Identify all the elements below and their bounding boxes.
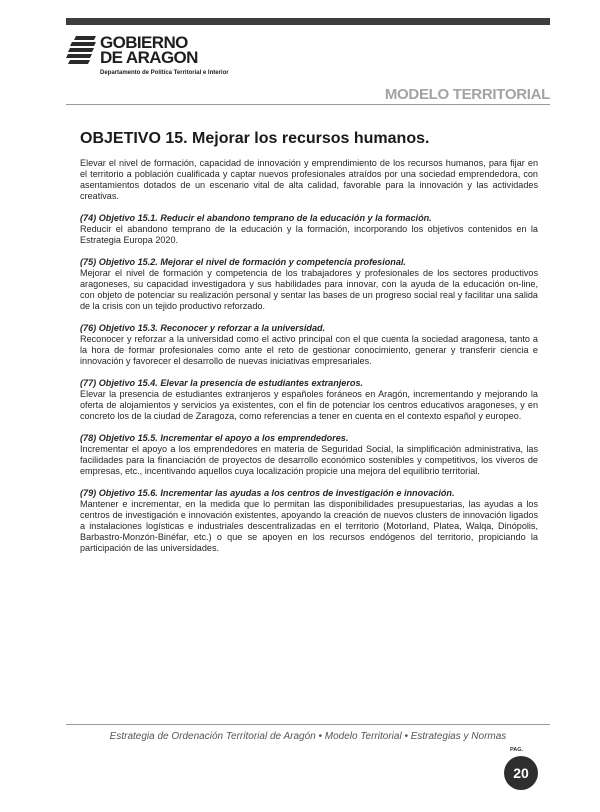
objective-heading: (78) Objetivo 15.5. Incrementar el apoyo a los emprendedores. [80,433,349,443]
intro-paragraph: Elevar el nivel de formación, capacidad de innovación y emprendimiento de los recursos humanos, para fijar en el territorio a población cualificada y captar nuevos profesionales atraídos por una sociedad emprendedora, con asentamientos dotados de un escenario vital de alta calidad, favorable para la innovación y las actividades creativas. [80,158,538,201]
gobierno-aragon-logo [66,34,256,90]
header-divider [66,104,550,105]
objective-body: Reducir el abandono temprano de la educación y la formación, incorporando los objetivos contenidos en la Estrategia Europa 2020. [80,224,538,245]
top-bar [66,18,550,25]
footer-text: Estrategia de Ordenación Territorial de Aragón • Modelo Territorial • Estrategias y Normas [109,731,507,742]
objective-item [80,488,538,554]
objective-item [80,257,538,312]
logo-text-line1: GOBIERNO [100,33,188,52]
objective-body: Incrementar el apoyo a los emprendedores en materia de Seguridad Social, la simplificación administrativa, las facilidades para la financiación de proyectos de desarrollo económico sostenibles y competitivos, los viveros de empresas, etc., incentivando aquellos cuya localización propicie una mejora del equilibrio territorial. [80,444,538,476]
footer-divider [66,724,550,725]
page-number: 20 [513,765,529,781]
logo-text-line2: DE ARAGON [100,48,198,67]
objective-body: Reconocer y reforzar a la universidad como el activo principal con el que cuenta la sociedad aragonesa, tanto a la hora de formar profesionales como ante el reto de gestionar conocimiento, generar y transferir ciencia e innovación y favorecer el desarrollo de nuevas iniciativas empresariales. [80,334,538,366]
objective-heading: (76) Objetivo 15.3. Reconocer y reforzar a la universidad. [80,323,326,333]
objective-item [80,323,538,367]
objective-body: Mejorar el nivel de formación y competencia de los trabajadores y profesionales de los sectores productivos aragoneses, su capacidad investigadora y sus habilidades para innovar, con la ayuda de la educación on-line, con objeto de potenciar su realización personal y sentar las bases de un progreso social real y facilitar una salida de la crisis con un tejido productivo reforzado. [80,268,538,311]
logo-stripes-icon [66,34,98,68]
objective-item [80,378,538,422]
section-label: MODELO TERRITORIAL [384,86,550,103]
objective-body: Mantener e incrementar, en la medida que lo permitan las disponibilidades presupuestarias, las ayudas a los centros de investigación e innovación existentes, apoyando la creación de nuevos clusters de innovación ligados a instalaciones logísticas e industriales descentralizadas en el territorio (Motorland, Platea, Walqa, Dinópolis, Barbastro-Monzón-Binéfar, etc.) o que se apoyen en los recursos endógenos del territorio, propiciando la participación de las universidades. [80,499,538,553]
objective-heading: (74) Objetivo 15.1. Reducir el abandono temprano de la educación y la formación. [80,213,432,223]
page-title: OBJETIVO 15. Mejorar los recursos humanos. [80,130,430,147]
objective-heading: (79) Objetivo 15.6. Incrementar las ayudas a los centros de investigación e innovación. [80,488,455,498]
page-number-badge [504,756,538,790]
objective-item [80,213,538,246]
objective-heading: (75) Objetivo 15.2. Mejorar el nivel de formación y competencia profesional. [80,257,406,267]
page-label: PAG. [510,747,524,753]
objective-item [80,433,538,477]
objective-heading: (77) Objetivo 15.4. Elevar la presencia de estudiantes extranjeros. [80,378,364,388]
main-content [80,158,538,565]
objective-body: Elevar la presencia de estudiantes extranjeros y españoles foráneos en Aragón, incrementando y mejorando la oferta de alojamientos y servicios ya existentes, con el fin de potenciar los centros educativos aragoneses, y en concreto los de la ciudad de Zaragoza, como referencias a tener en cuenta en el contexto español y europeo. [80,389,538,421]
department-name: Departamento de Política Territorial e Interior [100,70,229,76]
